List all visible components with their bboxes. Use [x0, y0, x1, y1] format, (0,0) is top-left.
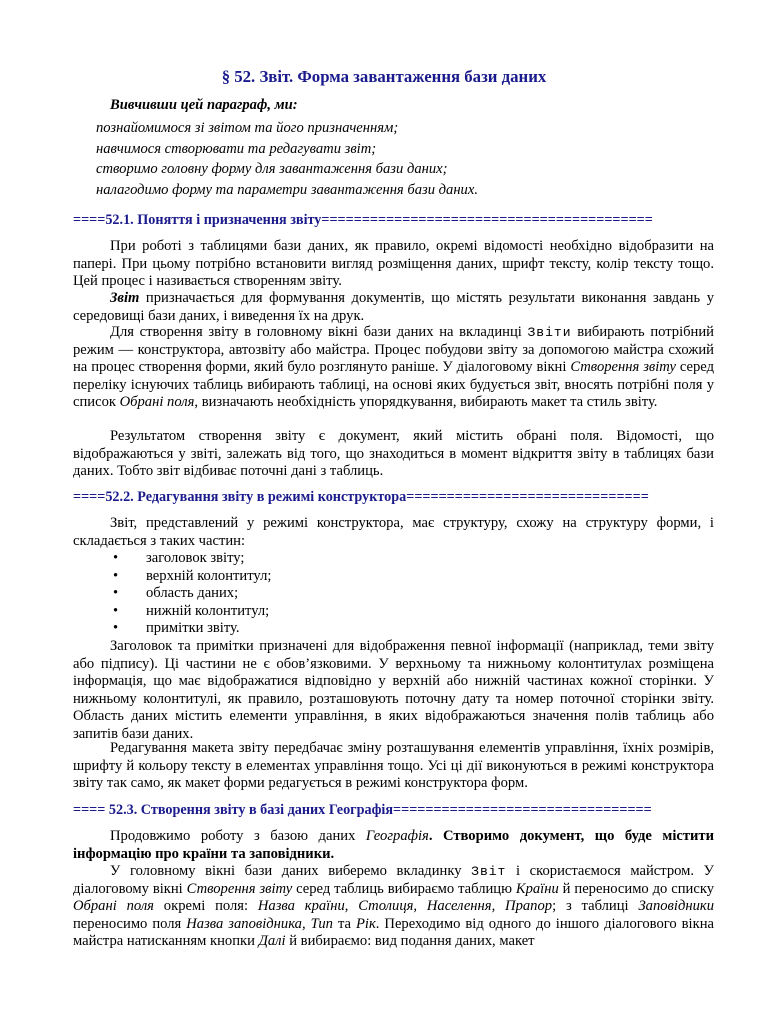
paragraph: Продовжимо роботу з базою даних Географія. Створимо документ, що буде містити інформацію про країни та заповідники.	[73, 828, 715, 862]
section-heading-52-3: ==== 52.3. Створення звіту в базі даних Географія================================	[73, 802, 652, 818]
page-title: § 52. Звіт. Форма завантаження бази даних	[221, 67, 547, 86]
paragraph: У головному вікні бази даних виберемо вкладинку Звіт і скористаємося майстром. У діалоговому вікні Створення звіту серед таблиць вибираємо таблицю Країни й переносимо до списку Обрані поля окремі поля: Назва країни, Столиця, Населення, Прапор; з таблиці Заповідники переносимо поля Назва заповідника, Тип та Рік. Переходимо від одного до іншого діалогового вікна майстра натисканням кнопки Далі й вибираємо: вид подання даних, макет	[73, 863, 714, 949]
list-item: • нижній колонтитул;	[113, 602, 270, 619]
bullet-icon: •	[113, 620, 119, 636]
paragraph: Заголовок та примітки призначені для відображення певної інформації (наприклад, теми звіту або підпису). Ці частини не є обов’язковими. У верхньому та нижньому колонтитулах розміщена інформація, що має відображатися відповідно у верхній або нижній частинах кожної сторінки. У нижньому колонтитулі, як правило, розташовують поточну дату та номер поточної сторінки звіту. Область даних містить елементи управління, в яких відображаються значення полів таблиць або запитів бази даних.	[73, 638, 714, 742]
bullet-icon: •	[113, 567, 119, 584]
tab-name: Звіт	[471, 864, 507, 879]
parts-list	[73, 550, 271, 638]
list-item: • заголовок звіту;	[113, 550, 245, 566]
bullet-icon: •	[113, 550, 119, 566]
list-item: познайомимося зі звітом та його призначенням;	[96, 120, 399, 136]
paragraph: Для створення звіту в головному вікні бази даних на вкладинці Звіти вибирають потрібний режим — конструктора, автозвіту або майстра. Процес побудови звіту за допомогою майстра схожий на процес створення форми, який було розглянуто раніше. У діалоговому вікні Створення звіту серед переліку існуючих таблиць вибирають таблиці, на основі яких будується звіт, вносять потрібні поля у список Обрані поля, визначають необхідність упорядкування, вибирають макет та стиль звіту.	[73, 324, 714, 410]
database-name: Географія	[365, 828, 429, 844]
paragraph: Редагування макета звіту передбачає зміну розташування елементів управління, їхніх розмірів, шрифту й кольору тексту в елементах управління тощо. Усі ці дії виконуються в режимі конструктора звіту так само, як макет форми редагується в режимі конструктора форм.	[73, 740, 714, 791]
list-item: • область даних;	[113, 585, 239, 601]
objectives-list	[96, 118, 478, 200]
objectives-lead: Вивчивши цей параграф, ми:	[110, 97, 298, 113]
paragraph: При роботі з таблицями бази даних, як правило, окремі відомості необхідно відобразити на папері. При цьому потрібно встановити вигляд розміщення даних, шрифт тексту, колір тексту тощо. Цей процес і називається створенням звіту.	[73, 238, 714, 289]
paragraph: Результатом створення звіту є документ, який містить обрані поля. Відомості, що відображаються у звіті, залежать від того, що знаходиться в момент відкриття звіту в таблицях бази даних. Тобто звіт відбиває поточні дані з таблиць.	[73, 428, 714, 479]
paragraph: Звіт призначається для формування документів, що містять результати виконання завдань у середовищі бази даних, і виведення їх на друк.	[73, 290, 714, 324]
list-item: налагодимо форму та параметри завантаження бази даних.	[96, 181, 478, 198]
list-item: створимо головну форму для завантаження бази даних;	[96, 161, 448, 177]
section-heading-52-1: ====52.1. Поняття і призначення звіту=========================================	[73, 212, 653, 228]
list-item: навчимося створювати та редагувати звіт;	[96, 140, 377, 157]
bullet-icon: •	[113, 585, 119, 601]
paragraph: Звіт, представлений у режимі конструктора, має структуру, схожу на структуру форми, і складається з таких частин:	[73, 515, 714, 549]
list-item: • примітки звіту.	[113, 620, 240, 636]
section-heading-52-2: ====52.2. Редагування звіту в режимі конструктора==============================	[73, 489, 649, 505]
bullet-icon: •	[113, 602, 119, 619]
term: Звіт	[110, 290, 140, 306]
tab-name: Звіти	[527, 325, 572, 340]
list-item: • верхній колонтитул;	[113, 567, 272, 584]
